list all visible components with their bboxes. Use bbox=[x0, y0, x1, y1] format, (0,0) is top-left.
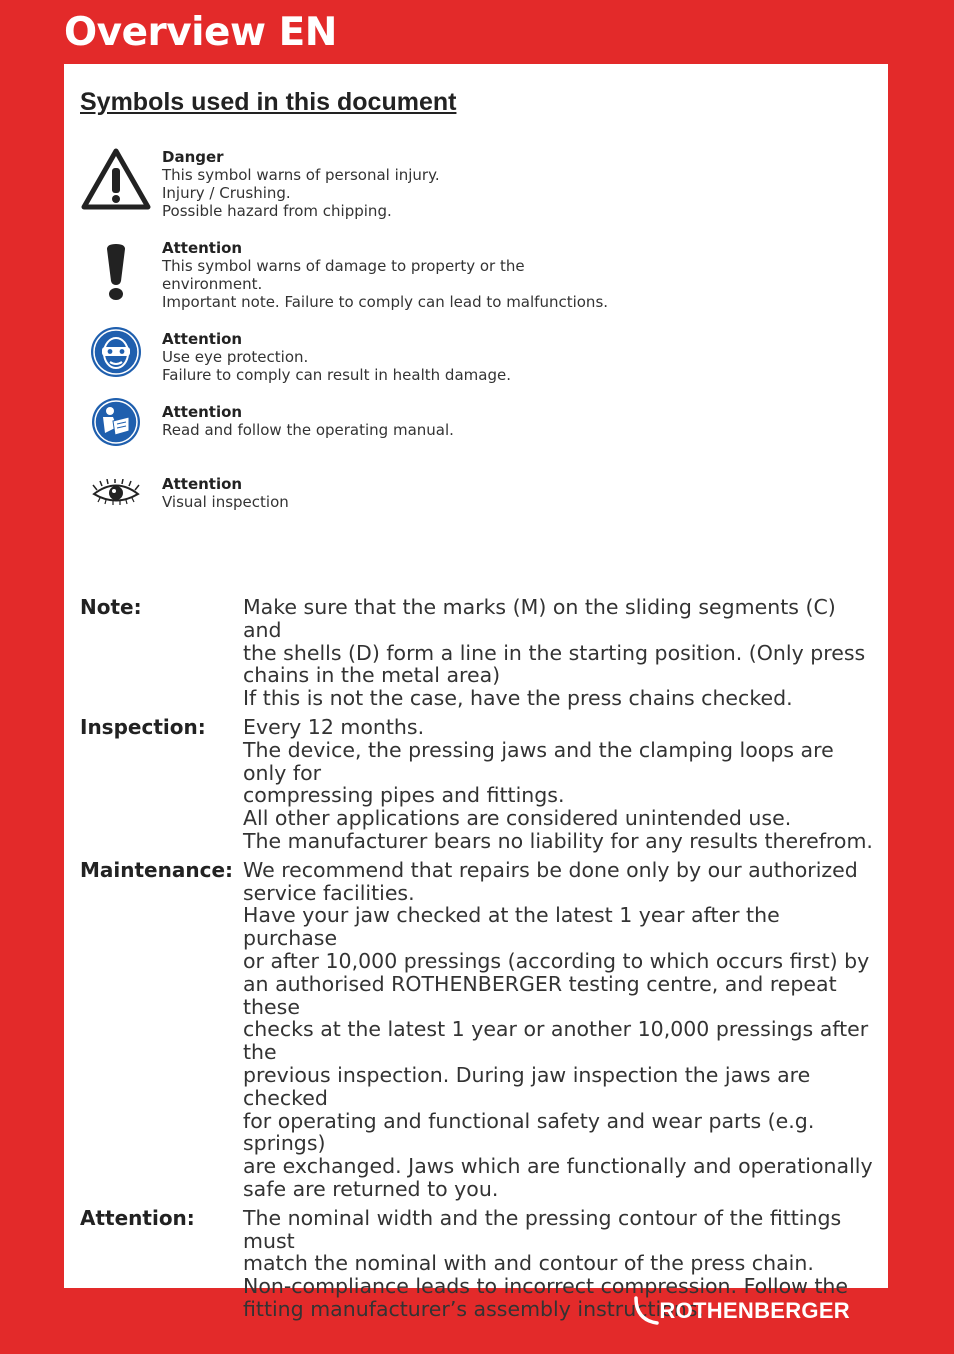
entry-line: previous inspection. During jaw inspection the jaws are checked bbox=[243, 1062, 811, 1110]
entry-line: the shells (D) form a line in the starting position. (Only press bbox=[243, 640, 866, 665]
symbol-text: Use eye protection. bbox=[162, 348, 309, 366]
entry-label: Note: bbox=[80, 595, 142, 619]
entry-line: If this is not the case, have the press chains checked. bbox=[243, 686, 793, 711]
danger-triangle-icon bbox=[81, 148, 151, 210]
symbol-text: Injury / Crushing. bbox=[162, 184, 291, 202]
symbol-heading: Attention bbox=[162, 330, 243, 348]
symbol-text: Visual inspection bbox=[162, 493, 289, 511]
entry-line: Have your jaw checked at the latest 1 year after the purchase bbox=[243, 903, 780, 951]
entry-line: The manufacturer bears no liability for any results therefrom. bbox=[243, 828, 873, 853]
symbol-heading: Danger bbox=[162, 148, 224, 166]
entry-body bbox=[243, 596, 880, 710]
symbol-heading: Attention bbox=[162, 475, 243, 493]
entry-line: Every 12 months. bbox=[243, 714, 425, 739]
eye-protection-icon bbox=[90, 326, 142, 378]
eye-inspection-icon bbox=[91, 479, 141, 507]
brand-logo bbox=[633, 1296, 850, 1326]
section-title: Symbols used in this document bbox=[80, 88, 457, 116]
symbol-text: Possible hazard from chipping. bbox=[162, 202, 392, 220]
entry-line: service facilities. bbox=[243, 880, 415, 905]
entry-line: fitting manufacturer’s assembly instructions. bbox=[243, 1296, 704, 1321]
note-entry bbox=[80, 596, 880, 710]
entry-line: compressing pipes and fittings. bbox=[243, 783, 565, 808]
page-title: Overview EN bbox=[64, 10, 337, 55]
entry-label: Inspection: bbox=[80, 714, 206, 739]
entry-line: We recommend that repairs be done only by our authorized bbox=[243, 857, 858, 882]
read-manual-icon bbox=[91, 397, 141, 447]
entry-label: Attention: bbox=[80, 1205, 195, 1230]
entry-line: checks at the latest 1 year or another 10,000 pressings after the bbox=[243, 1017, 869, 1065]
entry-line: or after 10,000 pressings (according to which occurs first) by bbox=[243, 948, 870, 973]
entry-line: Non-compliance leads to incorrect compression. Follow the bbox=[243, 1274, 849, 1299]
symbol-text: Read and follow the operating manual. bbox=[162, 421, 454, 439]
entry-line: safe are returned to you. bbox=[243, 1176, 499, 1201]
entry-line: The nominal width and the pressing contour of the fittings must bbox=[243, 1205, 842, 1253]
symbol-text: Failure to comply can result in health damage. bbox=[162, 366, 511, 384]
entry-line: chains in the metal area) bbox=[243, 663, 501, 688]
exclamation-icon bbox=[102, 243, 130, 301]
brand-name: ROTHENBERGER bbox=[659, 1298, 850, 1323]
symbol-text: Important note. Failure to comply can lead to malfunctions. bbox=[162, 293, 609, 311]
entry-line: are exchanged. Jaws which are functionally and operationally bbox=[243, 1154, 873, 1179]
symbol-text: This symbol warns of personal injury. bbox=[162, 166, 440, 184]
entry-line: for operating and functional safety and wear parts (e.g. springs) bbox=[243, 1108, 815, 1156]
symbol-heading: Attention bbox=[162, 403, 243, 421]
content-panel bbox=[64, 64, 888, 1321]
brand-swoosh-icon bbox=[633, 1296, 659, 1326]
entry-line: Make sure that the marks (M) on the sliding segments (C) and bbox=[243, 595, 836, 642]
entry-label: Maintenance: bbox=[80, 857, 234, 882]
entry-line: an authorised ROTHENBERGER testing centre, and repeat these bbox=[243, 971, 837, 1019]
notes-section bbox=[80, 596, 880, 1327]
entry-line: All other applications are considered unintended use. bbox=[243, 806, 792, 831]
entry-body bbox=[243, 859, 880, 1201]
symbol-text: environment. bbox=[162, 275, 263, 293]
entry-line: match the nominal with and contour of the press chain. bbox=[243, 1251, 814, 1276]
symbol-heading: Attention bbox=[162, 239, 243, 257]
entry-line: The device, the pressing jaws and the clamping loops are only for bbox=[243, 737, 834, 785]
inspection-entry bbox=[80, 716, 880, 853]
maintenance-entry bbox=[80, 859, 880, 1201]
symbol-text: This symbol warns of damage to property or the bbox=[162, 257, 525, 275]
entry-body bbox=[243, 716, 880, 853]
